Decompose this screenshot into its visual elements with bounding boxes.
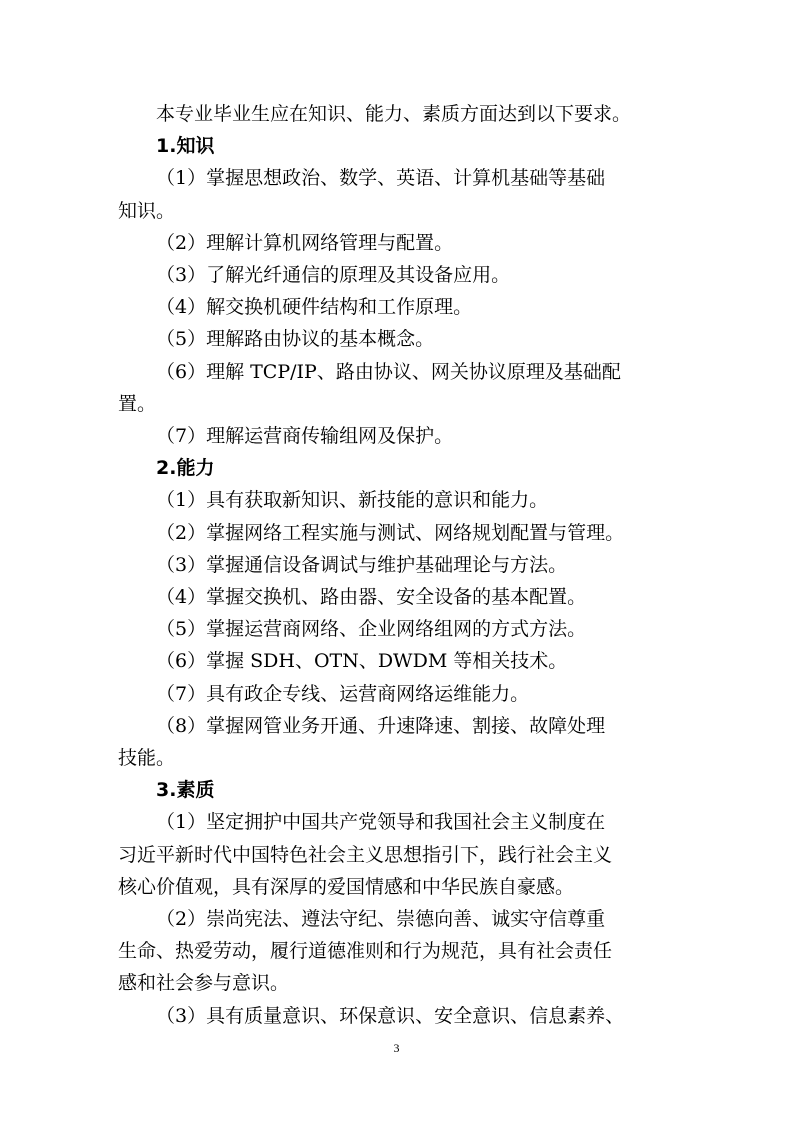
text-line: （6）理解 TCP/IP、路由协议、网关协议原理及基础配	[156, 360, 621, 383]
text-line: （2）理解计算机网络管理与配置。	[156, 231, 454, 254]
text-line: （5）掌握运营商网络、企业网络组网的方式方法。	[156, 618, 587, 641]
text-line: 习近平新时代中国特色社会主义思想指引下，践行社会主义	[118, 843, 613, 866]
section-ability	[118, 452, 678, 774]
section-quality	[118, 774, 678, 1032]
text-line: （4）掌握交换机、路由器、安全设备的基本配置。	[156, 586, 587, 609]
intro-paragraph: 本专业毕业生应在知识、能力、素质方面达到以下要求。	[156, 103, 632, 125]
text-line: （2）掌握网络工程实施与测试、网络规划配置与管理。	[156, 521, 625, 544]
section-lines	[118, 162, 678, 452]
text-line: （3）具有质量意识、环保意识、安全意识、信息素养、	[156, 1004, 625, 1027]
text-line: （4）解交换机硬件结构和工作原理。	[156, 296, 473, 319]
text-line: （1）具有获取新知识、新技能的意识和能力。	[156, 489, 549, 512]
section-lines	[118, 806, 678, 1031]
text-line: （1）坚定拥护中国共产党领导和我国社会主义制度在	[156, 811, 606, 834]
document-body	[118, 98, 678, 1032]
section-heading: 1.知识	[156, 135, 215, 158]
text-line: （5）理解路由协议的基本概念。	[156, 328, 435, 351]
text-line: 置。	[118, 392, 157, 415]
text-line: （8）掌握网管业务开通、升速降速、割接、故障处理	[156, 714, 606, 737]
section-lines	[118, 484, 678, 774]
text-line: （6）掌握 SDH、OTN、DWDM 等相关技术。	[156, 650, 568, 673]
text-line: （3）了解光纤通信的原理及其设备应用。	[156, 264, 511, 287]
page-number: 3	[393, 1041, 400, 1055]
text-line: 感和社会参与意识。	[118, 972, 290, 995]
text-line: （3）掌握通信设备调试与维护基础理论与方法。	[156, 553, 568, 576]
text-line: （2）崇尚宪法、遵法守纪、崇德向善、诚实守信尊重	[156, 908, 606, 931]
text-line: 技能。	[118, 747, 176, 770]
text-line: 生命、热爱劳动，履行道德准则和行为规范，具有社会责任	[118, 940, 613, 963]
section-heading: 3.素质	[156, 779, 215, 802]
text-line: （7）具有政企专线、运营商网络运维能力。	[156, 682, 530, 705]
text-line: （1）掌握思想政治、数学、英语、计算机基础等基础	[156, 167, 606, 190]
section-heading: 2.能力	[156, 457, 215, 480]
section-knowledge	[118, 130, 678, 452]
text-line: 核心价值观，具有深厚的爱国情感和中华民族自豪感。	[118, 875, 575, 898]
text-line: （7）理解运营商传输组网及保护。	[156, 425, 454, 448]
text-line: 知识。	[118, 199, 176, 222]
